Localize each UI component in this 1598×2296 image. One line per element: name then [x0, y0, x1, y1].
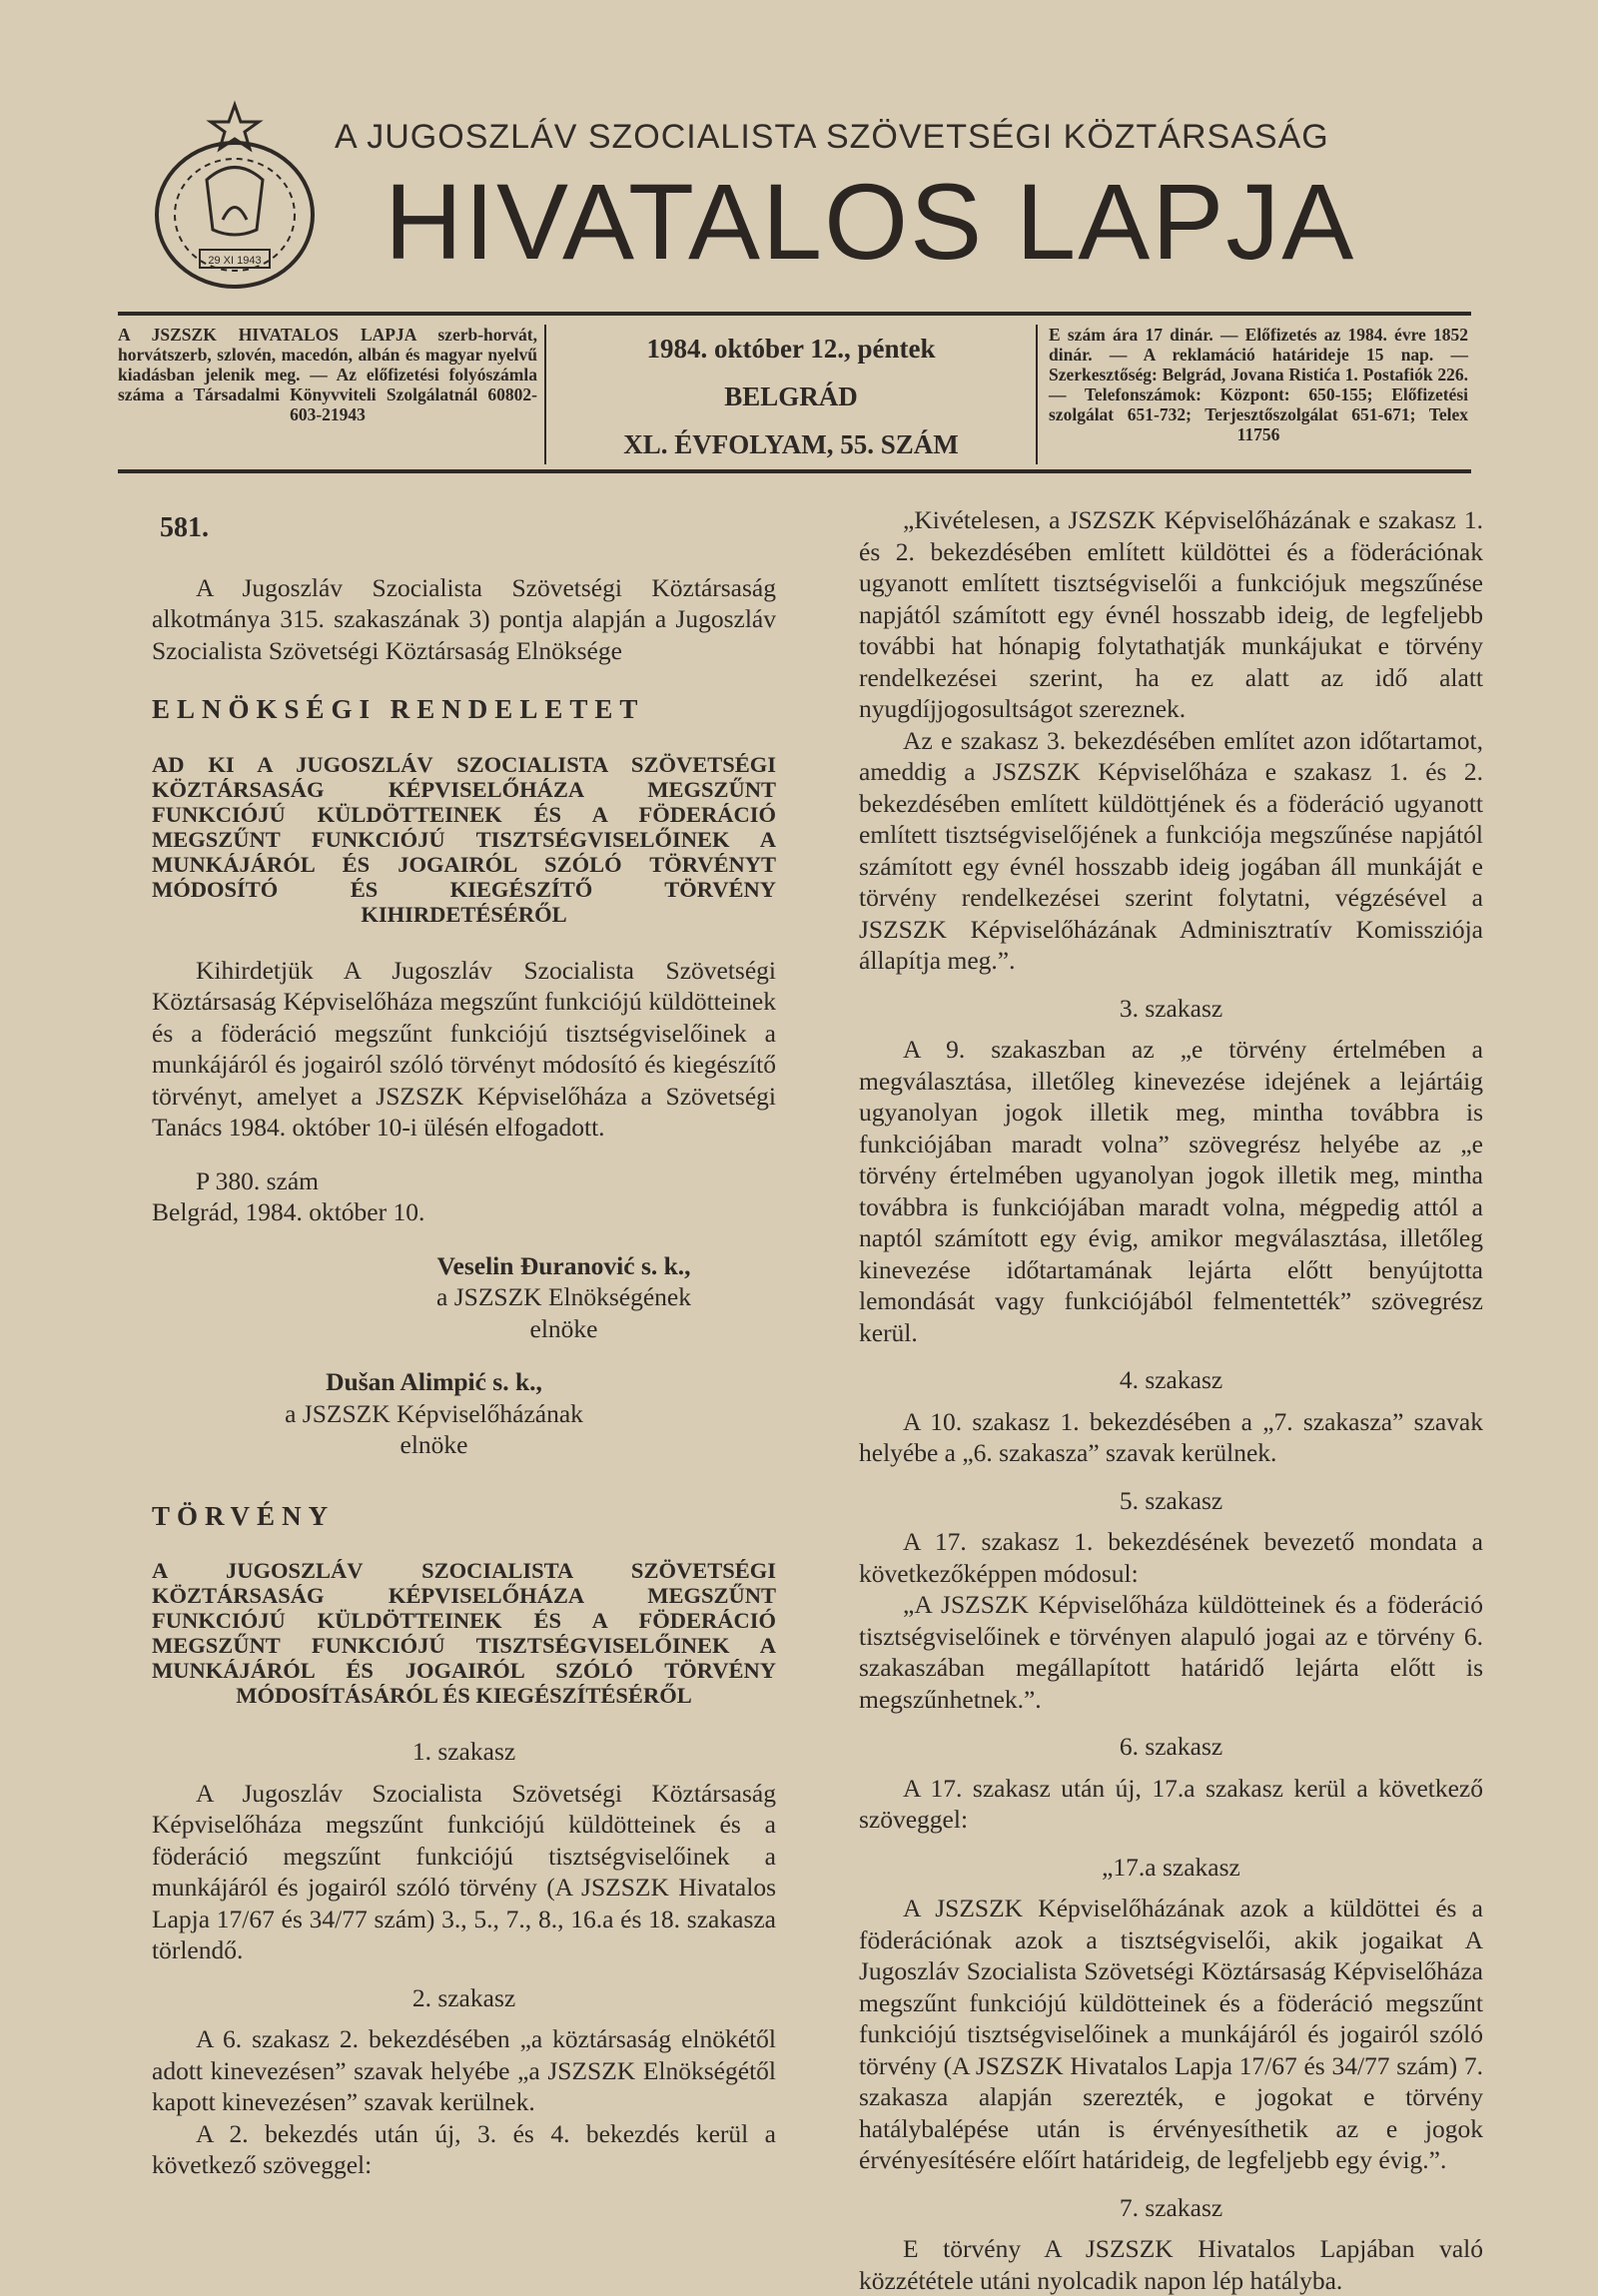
section-4-heading: 4. szakasz [1119, 1365, 1223, 1394]
reference-number: P 380. szám [196, 1165, 320, 1195]
header-rule-top [118, 312, 1471, 316]
signature-1-title: elnöke [529, 1313, 598, 1343]
issue-info [544, 325, 1038, 464]
section-7-text: E törvény A JSZSZK Hivatalos Lapjában való közzététele utáni nyolcadik napon lép hatályba. [859, 2234, 1483, 2295]
section-2-text-1: A 6. szakasz 2. bekezdésében „a köztársaság elnökétől adott kinevezésen” szavak helyébe „a JSZSZK Elnökségétől kapott kinevezésen” szavak kerülnek. [152, 2024, 776, 2116]
signature-2-role: a JSZSZK Képviselőházának [285, 1398, 583, 1428]
proclamation-paragraph: Kihirdetjük A Jugoszláv Szocialista Szövetségi Köztársaság Képviselőháza megszűnt funkciójú küldötteinek és a föderáció megszűnt funkciójú tisztségviselőinek a munkájáról és jogairól szóló törvényt módosító és kiegészítő törvényt, amelyet a JSZSZK Képviselőháza a Szövetségi Tanács 1984. október 10-i ülésén elfogadott. [152, 955, 776, 1142]
decree-title: AD KI A JUGOSZLÁV SZOCIALISTA SZÖVETSÉGI KÖZTÁRSASÁG KÉPVISELŐHÁZA MEGSZŰNT FUNKCIÓJÚ KÜLDÖTTEINEK ÉS A FÖDERÁCIÓ MEGSZŰNT FUNKCIÓJÚ TISZTSÉGVISELŐINEK A MUNKÁJÁRÓL ÉS JOGAIRÓL SZÓLÓ TÖRVÉNYT MÓDOSÍTÓ ÉS KIEGÉSZÍTŐ TÖRVÉNY KIHIRDETÉSÉRŐL [152, 751, 776, 927]
section-17a-text: A JSZSZK Képviselőházának azok a küldöttei és a föderációnak azok a tisztségviselői, akik jogaikat A Jugoszláv Szocialista Szövetségi Köztársaság Képviselőháza megszűnt funkciójú küldötteinek és a föderáció megszűnt funkciójú tisztségviselőinek a munkájáról és jogairól szóló törvény (A JSZSZK Hivatalos Lapja 17/67 és 34/77 szám) 7. szakasza alapján szerezték, e jogokat e törvény hatálybalépése után is érvényesíthetik az e jogok érvényesítésére előírt határideig, de legfeljebb egy évig.”. [859, 1894, 1483, 2174]
masthead-top-line: A JUGOSZLÁV SZOCIALISTA SZÖVETSÉGI KÖZTÁRSASÁG [335, 118, 1329, 156]
section-5-heading: 5. szakasz [1119, 1485, 1223, 1515]
place-date: Belgrád, 1984. október 10. [152, 1197, 425, 1226]
law-heading: TÖRVÉNY [152, 1500, 336, 1531]
section-5-text-2: „A JSZSZK Képviselőháza küldötteinek és a föderáció tisztségviselőinek e törvényen alapuló jogai az e törvény 6. szakaszában megállapított határidő lejárta előtt is megszűnhetnek.”. [859, 1590, 1483, 1714]
section-1-text: A Jugoszláv Szocialista Szövetségi Köztársaság Képviselőháza megszűnt funkciójú küldötteinek és a föderáció megszűnt funkciójú tisztségviselőinek a munkájáról és jogairól szóló törvény (A JSZSZK Hivatalos Lapja 17/67 és 34/77 szám) 3., 5., 7., 8., 16.a és 18. szakasza törlendő. [152, 1778, 776, 1964]
section-3-heading: 3. szakasz [1119, 993, 1223, 1023]
section-6-text: A 17. szakasz után új, 17.a szakasz kerül a következő szöveggel: [859, 1773, 1483, 1834]
act-number: 581. [160, 512, 209, 543]
signature-1-role: a JSZSZK Elnökségének [436, 1282, 691, 1311]
right-column [859, 504, 1483, 2296]
emblem-date: 29 XI 1943 [208, 255, 262, 267]
section-7-heading: 7. szakasz [1119, 2192, 1223, 2222]
issue-date: 1984. október 12., péntek [646, 334, 936, 364]
law-title: A JUGOSZLÁV SZOCIALISTA SZÖVETSÉGI KÖZTÁRSASÁG KÉPVISELŐHÁZA MEGSZŰNT FUNKCIÓJÚ KÜLDÖTTEINEK ÉS A FÖDERÁCIÓ MEGSZŰNT FUNKCIÓJÚ TISZTSÉGVISELŐINEK A MUNKÁJÁRÓL ÉS JOGAIRÓL SZÓLÓ TÖRVÉNY MÓDOSÍTÁSÁRÓL ÉS KIEGÉSZÍTÉSÉRŐL [152, 1558, 776, 1708]
decree-heading: ELNÖKSÉGI RENDELETET [152, 694, 645, 724]
masthead-title: HIVATALOS LAPJA [385, 161, 1356, 282]
header-rule-bottom [118, 469, 1471, 473]
section-3-text: A 9. szakaszban az „e törvény értelmében a megválasztása, illetőleg kinevezése idejének a lejártáig ugyanolyan jogok illetik meg, mintha továbbra is funkciójában maradt volna” szövegrész helyébe az „e törvény értelmében ugyanolyan jogok illetik meg, mintha továbbra is funkciójában maradt volna, mégpedig attól a naptól számított egy évig, amikor megválasztása, illetőleg kinevezése időtartamának lejárta előtt benyújtotta lemondását vagy funkciójából felmentették” szövegrész kerül. [859, 1035, 1483, 1347]
section-5-text-1: A 17. szakasz 1. bekezdésének bevezető mondata a következőképpen módosul: [859, 1527, 1483, 1588]
signature-1-name: Veselin Đuranović s. k., [436, 1250, 691, 1280]
section-1-heading: 1. szakasz [411, 1737, 516, 1766]
intro-paragraph: A Jugoszláv Szocialista Szövetségi Köztársaság alkotmánya 315. szakaszának 3) pontja alapján a Jugoszláv Szocialista Szövetségi Köztársaság Elnöksége [152, 572, 776, 665]
paragraph-4: Az e szakasz 3. bekezdésében említet azon időtartamot, ameddig a JSZSZK Képviselőháza e szakasz 1. és 2. bekezdésében említett küldöttjének és a föderáció ugyanott említett tisztségviselőjének a funkciója megszűnése napjától számított egy évnél hosszabb ideig jogában áll munkáját e törvény rendelkezései szerint folytatni, végzésével a JSZSZK Képviselőházának Adminisztratív Komissziója állapítja meg.”. [859, 725, 1483, 975]
section-2-text-2: A 2. bekezdés után új, 3. és 4. bekezdés kerül a következő szöveggel: [152, 2118, 776, 2179]
price-contact-info: E szám ára 17 dinár. — Előfizetés az 1984. évre 1852 dinár. — A reklamáció határideje 15 nap. — Szerkesztőség: Belgrád, Jovana Ristića 1. Postafiók 226. — Telefonszámok: Központ: 650-155; Előfizetési szolgálat 651-732; Terjesztőszolgálat 651-671; Telex 11756 [1049, 325, 1468, 444]
section-17a-heading: „17.a szakasz [1102, 1852, 1240, 1882]
left-column [152, 504, 776, 2181]
signature-2-title: elnöke [400, 1430, 468, 1459]
issue-number: XL. ÉVFOLYAM, 55. SZÁM [623, 429, 959, 459]
paragraph-3: „Kivételesen, a JSZSZK Képviselőházának e szakasz 1. és 2. bekezdésében említett küldöttei és a föderációnak ugyanott említett tisztségviselői a funkciójuk megszűnése napjától számított egy évnél hosszabb ideig, de legfeljebb további hat hónapig folytathatják munkájukat e törvény rendelkezései szerint, ha ez alatt az idő alatt nyugdíjjogosultságot szereznek. [859, 505, 1483, 723]
issue-city: BELGRÁD [724, 382, 858, 411]
publication-info: A JSZSZK HIVATALOS LAPJA szerb-horvát, horvátszerb, szlovén, macedón, albán és magyar nyelvű kiadásban jelenik meg. — Az előfizetési folyószámla száma a Társadalmi Könyvviteli Szolgálatnál 60802-603-21943 [118, 325, 537, 424]
section-2-heading: 2. szakasz [411, 1982, 516, 2012]
section-6-heading: 6. szakasz [1119, 1732, 1223, 1761]
section-4-text: A 10. szakasz 1. bekezdésében a „7. szakasza” szavak helyébe a „6. szakasza” szavak kerülnek. [859, 1406, 1483, 1467]
state-emblem-icon [145, 100, 325, 300]
signature-2-name: Dušan Alimpić s. k., [326, 1367, 542, 1396]
